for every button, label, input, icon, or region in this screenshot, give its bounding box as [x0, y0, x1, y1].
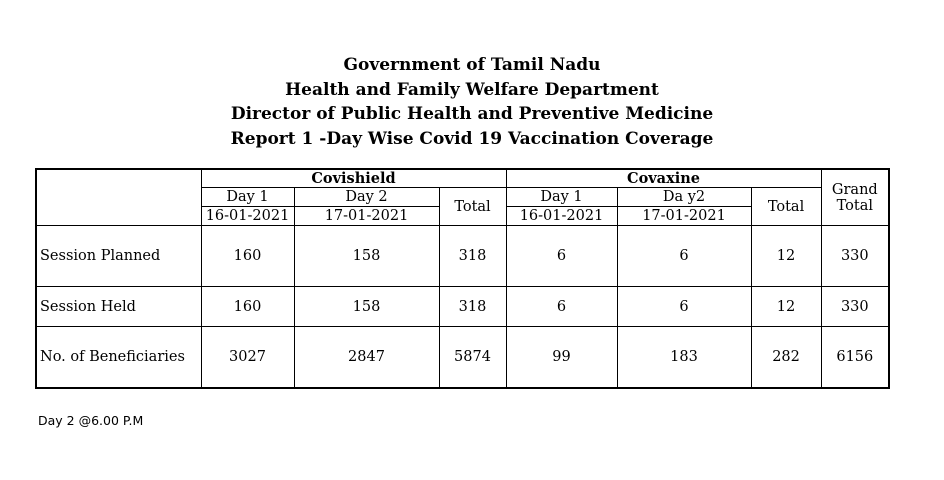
cell-covishield-total: 318 — [439, 226, 506, 287]
header-government: Government of Tamil Nadu — [343, 55, 601, 75]
cell-covishield-day2: 158 — [294, 226, 439, 287]
covishield-day1-date: 16-01-2021 — [201, 207, 294, 226]
cell-covishield-total: 5874 — [439, 327, 506, 388]
covishield-day2-label: Day 2 — [294, 188, 439, 207]
row-label-session-held: Session Held — [36, 287, 201, 327]
report-header — [0, 53, 944, 151]
covaxine-day1-date: 16-01-2021 — [506, 207, 617, 226]
cell-covaxine-day2: 183 — [617, 327, 751, 388]
header-row-vaccines — [36, 169, 889, 188]
grand-total-header — [821, 169, 889, 226]
header-department: Health and Family Welfare Department — [285, 79, 659, 100]
cell-covishield-day2: 2847 — [294, 327, 439, 388]
cell-covishield-day2: 158 — [294, 287, 439, 327]
cell-covaxine-day2: 6 — [617, 287, 751, 327]
cell-covishield-day1: 3027 — [201, 327, 294, 388]
cell-grand-total: 330 — [821, 287, 889, 327]
cell-covaxine-day2: 6 — [617, 226, 751, 287]
grand-total-label-line1: Grand — [831, 181, 878, 198]
cell-covaxine-total: 12 — [751, 226, 821, 287]
cell-covaxine-day1: 6 — [506, 287, 617, 327]
table-row — [36, 287, 889, 327]
covaxine-header: Covaxine — [506, 169, 821, 188]
cell-covaxine-day1: 99 — [506, 327, 617, 388]
row-label-beneficiaries: No. of Beneficiaries — [36, 327, 201, 388]
row-label-session-planned: Session Planned — [36, 226, 201, 287]
corner-cell — [36, 169, 201, 226]
covishield-header: Covishield — [201, 169, 506, 188]
covaxine-day1-label: Day 1 — [506, 188, 617, 207]
cell-covaxine-total: 12 — [751, 287, 821, 327]
cell-covaxine-total: 282 — [751, 327, 821, 388]
cell-grand-total: 330 — [821, 226, 889, 287]
table-row — [36, 226, 889, 287]
cell-covishield-day1: 160 — [201, 226, 294, 287]
cell-grand-total: 6156 — [821, 327, 889, 388]
covaxine-total-label: Total — [751, 188, 821, 226]
header-directorate: Director of Public Health and Preventive Medicine — [230, 104, 714, 124]
covaxine-day2-label: Da y2 — [617, 188, 751, 207]
header-report-title: Report 1 -Day Wise Covid 19 Vaccination Coverage — [230, 128, 714, 149]
covishield-total-label: Total — [439, 188, 506, 226]
covaxine-day2-date: 17-01-2021 — [617, 207, 751, 226]
footnote: Day 2 @6.00 P.M — [38, 413, 144, 428]
grand-total-label-line2: Total — [836, 197, 873, 214]
cell-covishield-total: 318 — [439, 287, 506, 327]
table-row — [36, 327, 889, 388]
cell-covishield-day1: 160 — [201, 287, 294, 327]
vaccination-coverage-table — [35, 168, 890, 389]
covishield-day2-date: 17-01-2021 — [294, 207, 439, 226]
cell-covaxine-day1: 6 — [506, 226, 617, 287]
covishield-day1-label: Day 1 — [201, 188, 294, 207]
